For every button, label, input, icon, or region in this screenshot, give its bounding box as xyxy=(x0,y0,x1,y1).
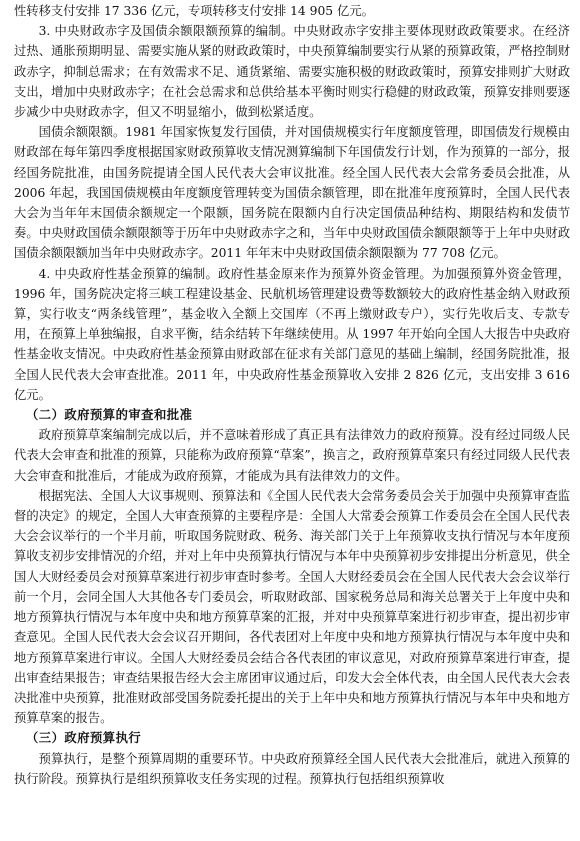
paragraph-review-procedure: 根据宪法、全国人大议事规则、预算法和《全国人民代表大会常务委员会关于加强中央预算审查监督的决定》的规定，全国人大审查预算的主要程序是：全国人大常委会预算工作委员会在全国人民代表大会会议举行的一个半月前，听取国务院财政、税务、海关部门关于上年预算收支执行情况与本年度预算收支初步安排情况的介绍，并对上年中央预算执行情况与本年中央预算初步安排提出分析意见，供全国人大财经委员会对预算草案进行初步审查时参考。全国人大财经委员会在全国人民代表大会会议举行前一个月，会同全国人大其他各专门委员会，听取财政部、国家税务总局和海关总署关于上年度中央和地方预算执行情况与本年度中央和地方预算草案的汇报，并对中央预算草案进行初步审查，提出初步审查意见。全国人民代表大会会议召开期间，各代表团对上年度中央和地方预算执行情况与本年度中央和地方预算草案进行审议。全国人大财经委员会结合各代表团的审议意见，对政府预算草案进行审查，提出审查结果报告；审查结果报告经大会主席团审议通过后，印发大会全体代表，由全国人民代表大会表决批准中央预算，批准财政部受国务院委托提出的关于上年中央和地方预算执行情况与本年中央和地方预算草案的报告。 xyxy=(14,488,570,726)
section-heading-execution: （三）政府预算执行 xyxy=(26,730,142,746)
paragraph-execution: 预算执行，是整个预算周期的重要环节。中央政府预算经全国人民代表大会批准后，就进入预算的执行阶段。预算执行是组织预算收支任务实现的过程。预算执行包括组织预算收 xyxy=(14,751,570,786)
paragraph-debt-ceiling: 国债余额限额。1981 年国家恢复发行国债，并对国债规模实行年度额度管理，即国债发行规模由财政部在每年第四季度根据国家财政预算收支情况测算编制下年国债发行计划，作为预算的一部分，报经国务院批准，由国务院提请全国人民代表大会审议批准。经全国人民代表大会常务委员会批准，从 2006 年起，我国国债规模由年度额度管理转变为国债余额管理，即在批准年度预算时，全国人民代表大会为当年年末国债余额规定一个限额，国务院在限额内自行决定国债品种结构、期限结构和发债节奏。中央财政国债余额限额等于历年中央财政赤字之和，当年中央财政国债余额限额等于上年中央财政国债余额限额加当年中央财政赤字。2011 年年末中央财政国债余额限额为 77 708 亿元。 xyxy=(14,125,570,261)
paragraph-deficit-budget: 3. 中央财政赤字及国债余额限额预算的编制。中央财政赤字安排主要体现财政政策要求。在经济过热、通胀预期明显、需要实施从紧的财政政策时，中央预算编制要实行从紧的预算政策，严格控制财政赤字，抑制总需求；在有效需求不足、通货紧缩、需要实施积极的财政政策时，预算安排则扩大财政支出，增加中央财政赤字；在社会总需求和总供给基本平衡时则实行稳健的财政政策，预算安排则要逐步减少中央财政赤字，但又不明显缩小，做到松紧适度。 xyxy=(14,24,570,120)
paragraph-continuation: 性转移支付安排 17 336 亿元，专项转移支付安排 14 905 亿元。 xyxy=(14,4,374,18)
paragraph-draft-budget: 政府预算草案编制完成以后，并不意味着形成了真正具有法律效力的政府预算。没有经过同级人民代表大会审查和批准的预算，只能称为政府预算“草案”，换言之，政府预算草案只有经过同级人民代表大会审查和批准后，才能成为政府预算，才能成为具有法律效力的文件。 xyxy=(14,428,570,483)
document-page xyxy=(14,1,570,789)
section-heading-review-approval: （二）政府预算的审查和批准 xyxy=(26,407,193,423)
paragraph-fund-budget: 4. 中央政府性基金预算的编制。政府性基金原来作为预算外资金管理。为加强预算外资金管理，1996 年，国务院决定将三峡工程建设基金、民航机场管理建设费等数额较大的政府性基金纳入财政预算，实行收支“两条线管理”，基金收入全额上交国库（不再上缴财政专户），实行先收后支、专款专用，在预算上单独编报，自求平衡，结余结转下年继续使用。从 1997 年开始向全国人大报告中央政府性基金收支情况。中央政府性基金预算由财政部在征求有关部门意见的基础上编制，经国务院批准，报全国人民代表大会审查批准。2011 年，中央政府性基金预算收入安排 2 826 亿元，支出安排 3 616 亿元。 xyxy=(14,266,570,402)
